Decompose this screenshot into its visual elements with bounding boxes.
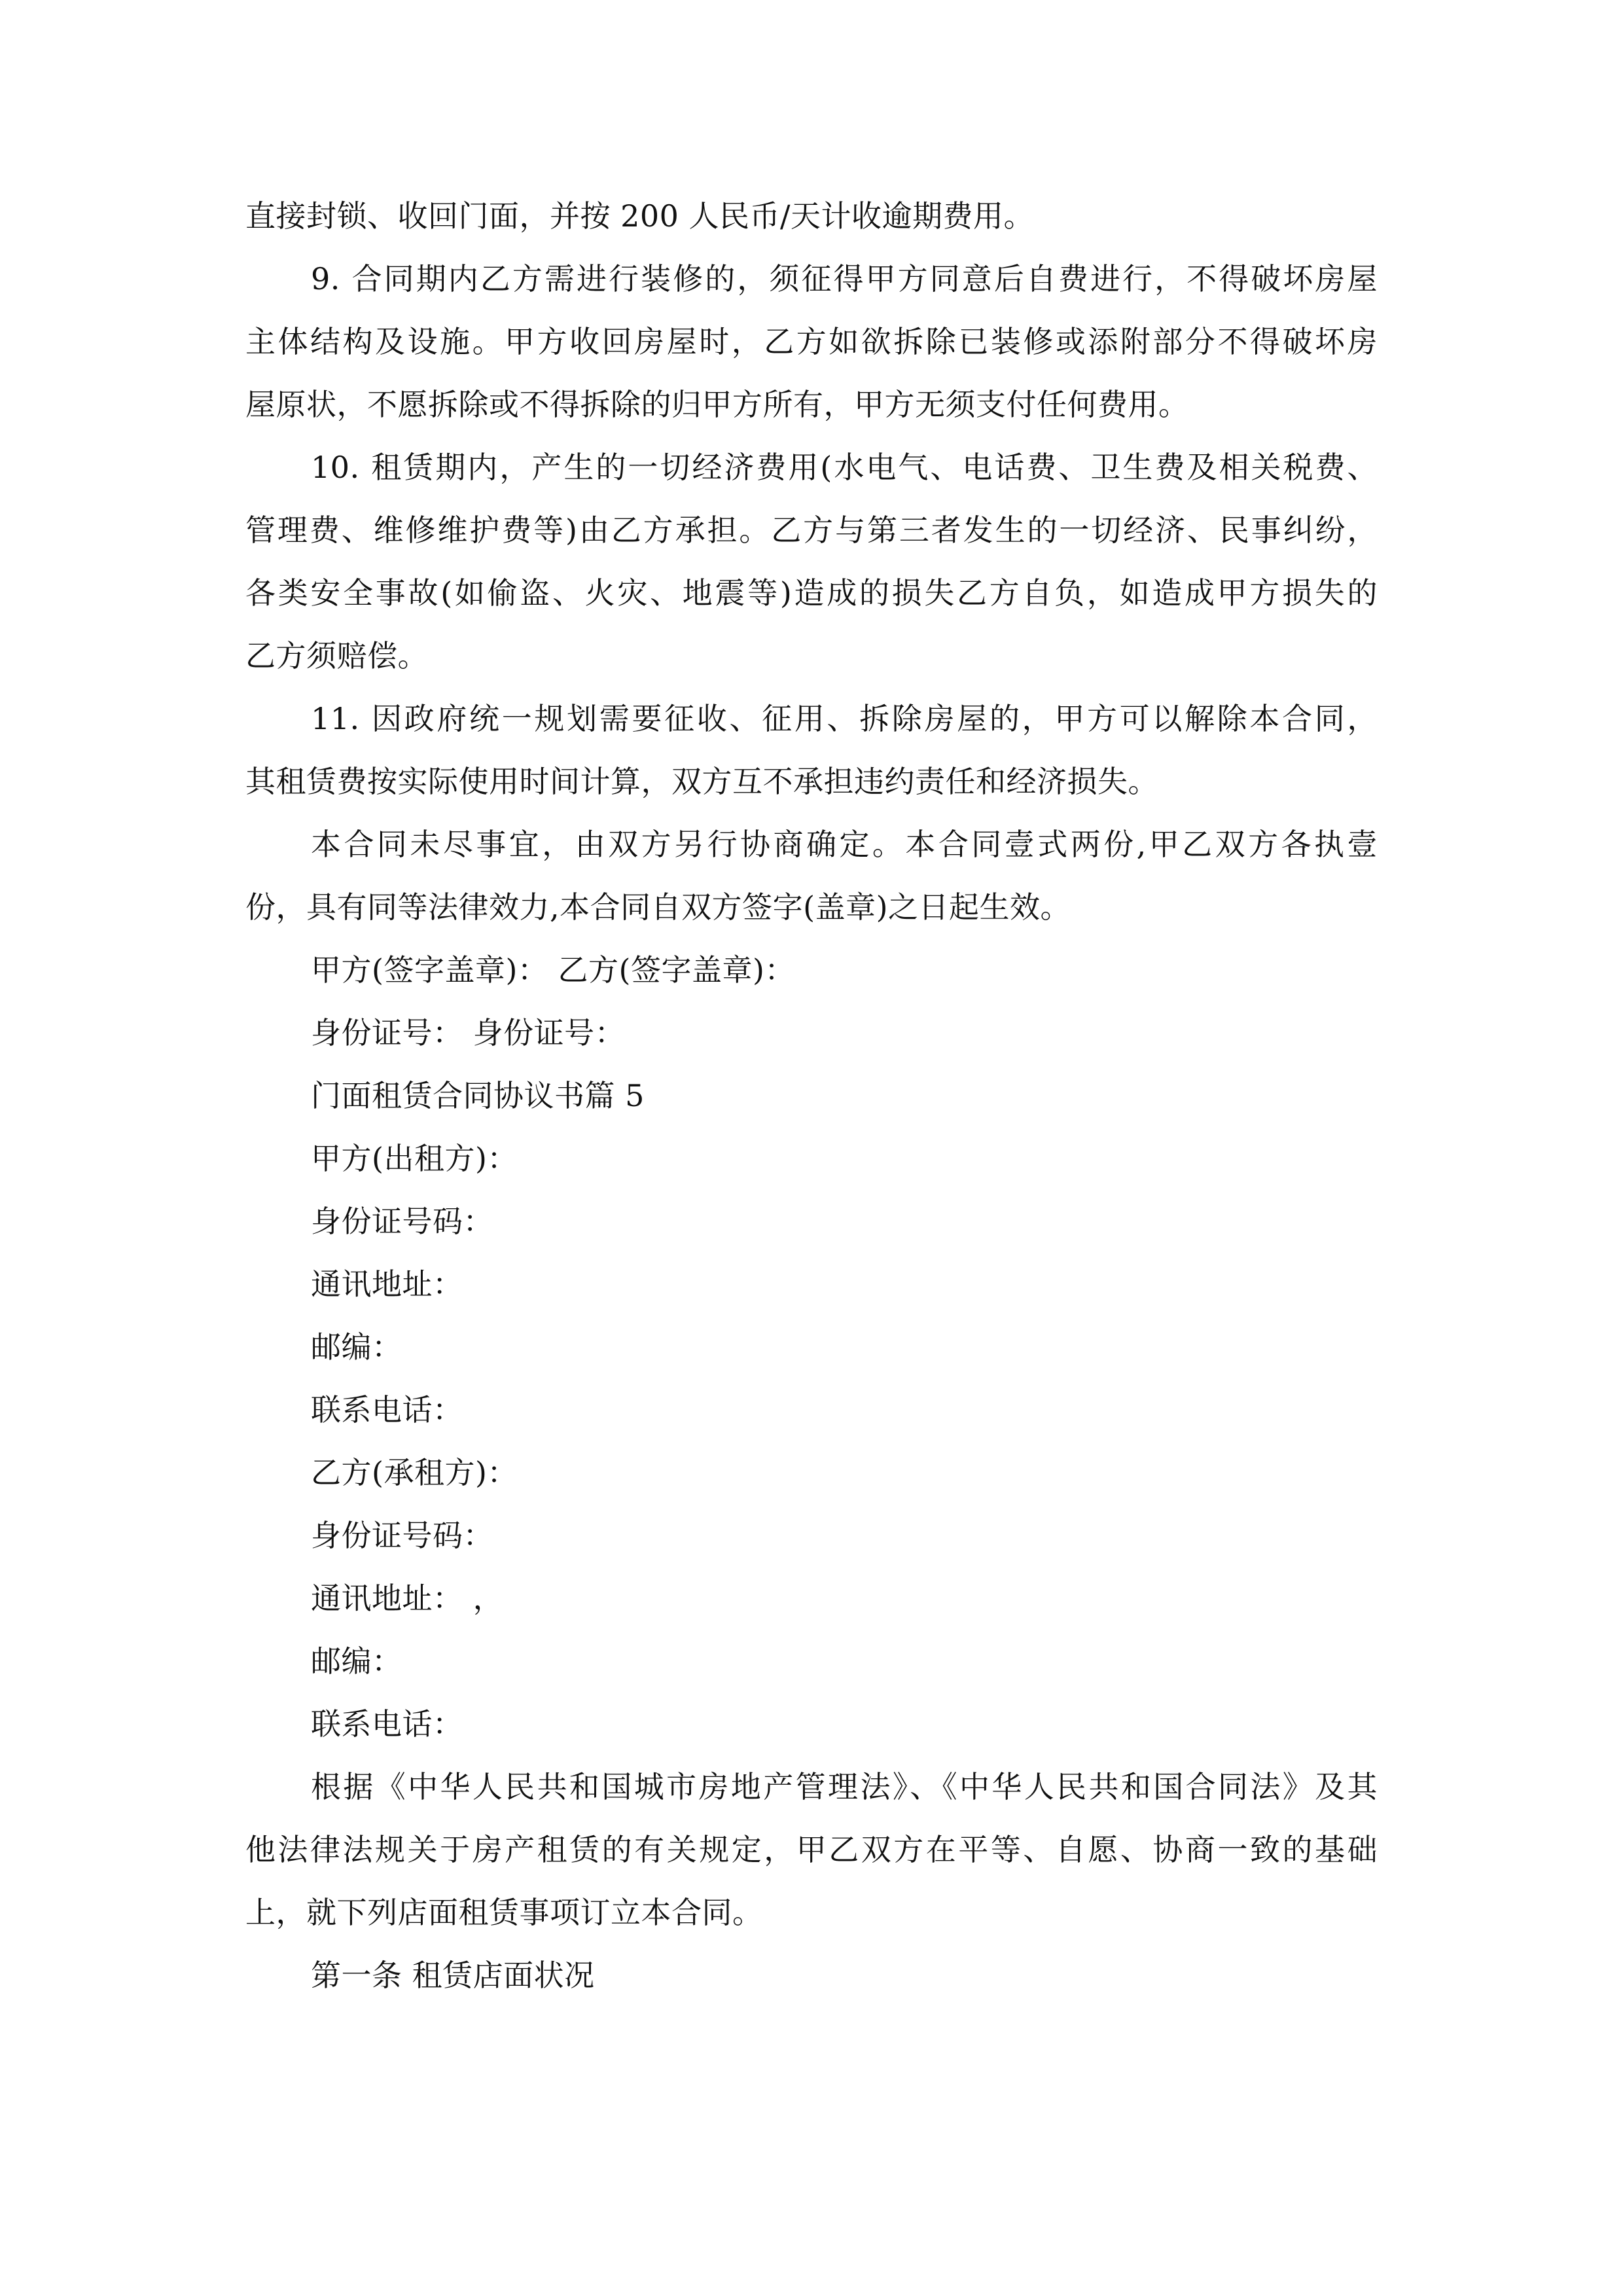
form-field-label: 身份证号码： — [311, 1204, 493, 1239]
text-line: 份，具有同等法律效力,本合同自双方签字(盖章)之日起生效。 — [245, 889, 1071, 925]
form-field-label: 通讯地址： — [311, 1266, 463, 1302]
text-line: 本合同未尽事宜，由双方另行协商确定。本合同壹式两份,甲乙双方各执壹 — [311, 827, 1378, 862]
text-line: 管理费、维修维护费等)由乙方承担。乙方与第三者发生的一切经济、民事纠纷， — [245, 512, 1378, 548]
text-line: 10. 租赁期内，产生的一切经济费用(水电气、电话费、卫生费及相关税费、 — [311, 450, 1378, 485]
form-field-label: 身份证号码： — [311, 1518, 493, 1553]
text-line: 其租赁费按实际使用时间计算，双方互不承担违约责任和经济损失。 — [245, 764, 1158, 799]
text-line: 11. 因政府统一规划需要征收、征用、拆除房屋的，甲方可以解除本合同， — [311, 701, 1378, 736]
form-field-label: 邮编： — [311, 1329, 402, 1365]
form-field-label: 联系电话： — [311, 1706, 463, 1742]
text-line: 各类安全事故(如偷盗、火灾、地震等)造成的损失乙方自负，如造成甲方损失的 — [245, 575, 1378, 611]
signature-line: 甲方(签字盖章)： 乙方(签字盖章)： — [311, 952, 795, 988]
text-line: 主体结构及设施。甲方收回房屋时，乙方如欲拆除已装修或添附部分不得破坏房 — [245, 324, 1378, 359]
form-field-label: 邮编： — [311, 1643, 402, 1679]
text-line: 9. 合同期内乙方需进行装修的，须征得甲方同意后自费进行，不得破坏房屋 — [311, 261, 1378, 296]
text-line: 他法律法规关于房产租赁的有关规定，甲乙双方在平等、自愿、协商一致的基础 — [245, 1832, 1378, 1867]
text-line: 屋原状，不愿拆除或不得拆除的归甲方所有，甲方无须支付任何费用。 — [245, 387, 1189, 422]
text-line: 直接封锁、收回门面，并按 200 人民币/天计收逾期费用。 — [245, 198, 1035, 234]
text-line: 上，就下列店面租赁事项订立本合同。 — [245, 1895, 763, 1930]
text-line: 乙方须赔偿。 — [245, 638, 428, 673]
id-number-line: 身份证号： 身份证号： — [311, 1015, 626, 1050]
text-line: 根据《中华人民共和国城市房地产管理法》、《中华人民共和国合同法》及其 — [311, 1769, 1378, 1804]
form-field-label: 通讯地址： ， — [311, 1581, 504, 1616]
article-heading: 第一条 租赁店面状况 — [311, 1958, 595, 1993]
form-field-label: 乙方(承租方)： — [311, 1455, 518, 1490]
form-field-label: 甲方(出租方)： — [311, 1141, 518, 1176]
section-heading: 门面租赁合同协议书篇 5 — [311, 1078, 645, 1113]
form-field-label: 联系电话： — [311, 1392, 463, 1427]
